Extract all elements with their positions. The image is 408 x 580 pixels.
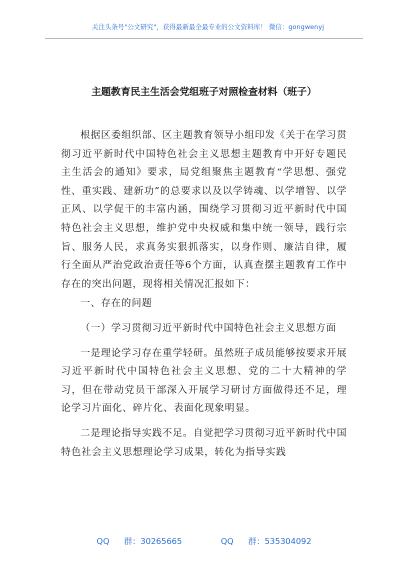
footer-qq-group-2[interactable]: QQ 群：535304092 (220, 536, 312, 546)
banner-divider (45, 38, 363, 39)
subsection-heading: （一）学习贯彻习近平新时代中国特色社会主义思想方面 (80, 322, 337, 334)
body-paragraph-2: 二是理论指导实践不足。自觉把学习贯彻习近平新时代中国特色社会主义思想理论学习成果，转化为指导实践 (61, 427, 347, 458)
body-paragraph-1: 一是理论学习存在重学轻研。虽然班子成员能够按要求开展习近平新时代中国特色社会主义思想、党的二十大精神的学习，但在带动党员干部深入开展学习研讨方面做得还不足，理论学习片面化、碎片化、表面化现象明显。 (61, 347, 347, 415)
intro-paragraph: 根据区委组织部、区主题教育领导小组印发《关于在学习贯彻习近平新时代中国特色社会主义思想主题教育中开好专题民主生活会的通知》要求，局党组聚焦主题教育“学思想、强党性、重实践、建新功”的总要求以及以学铸魂、以学增智、以学正风、以学促干的丰富内涵，围绕学习贯彻习近平新时代中国特色社会主义思想，维护党中央权威和集中统一领导，践行宗旨、服务人民，求真务实狠抓落实，以身作则、廉洁自律，履行全面从严治党政治责任等6个方面，认真查摆主题教育工作中存在的突出问题，现将相关情况汇报如下： (61, 130, 347, 290)
page-footer (0, 536, 408, 547)
document-body (61, 127, 347, 462)
footer-qq-group-1[interactable]: QQ 群：30265665 (96, 536, 183, 546)
section-heading: 一、存在的问题 (80, 298, 153, 310)
promo-banner[interactable]: 关注头条号"公文研究"，获得最新最全最专业的公文资料库！ 微信：gongwenyj (91, 23, 325, 31)
document-title: 主题教育民主生活会党组班子对照检查材料（班子） (91, 87, 317, 98)
